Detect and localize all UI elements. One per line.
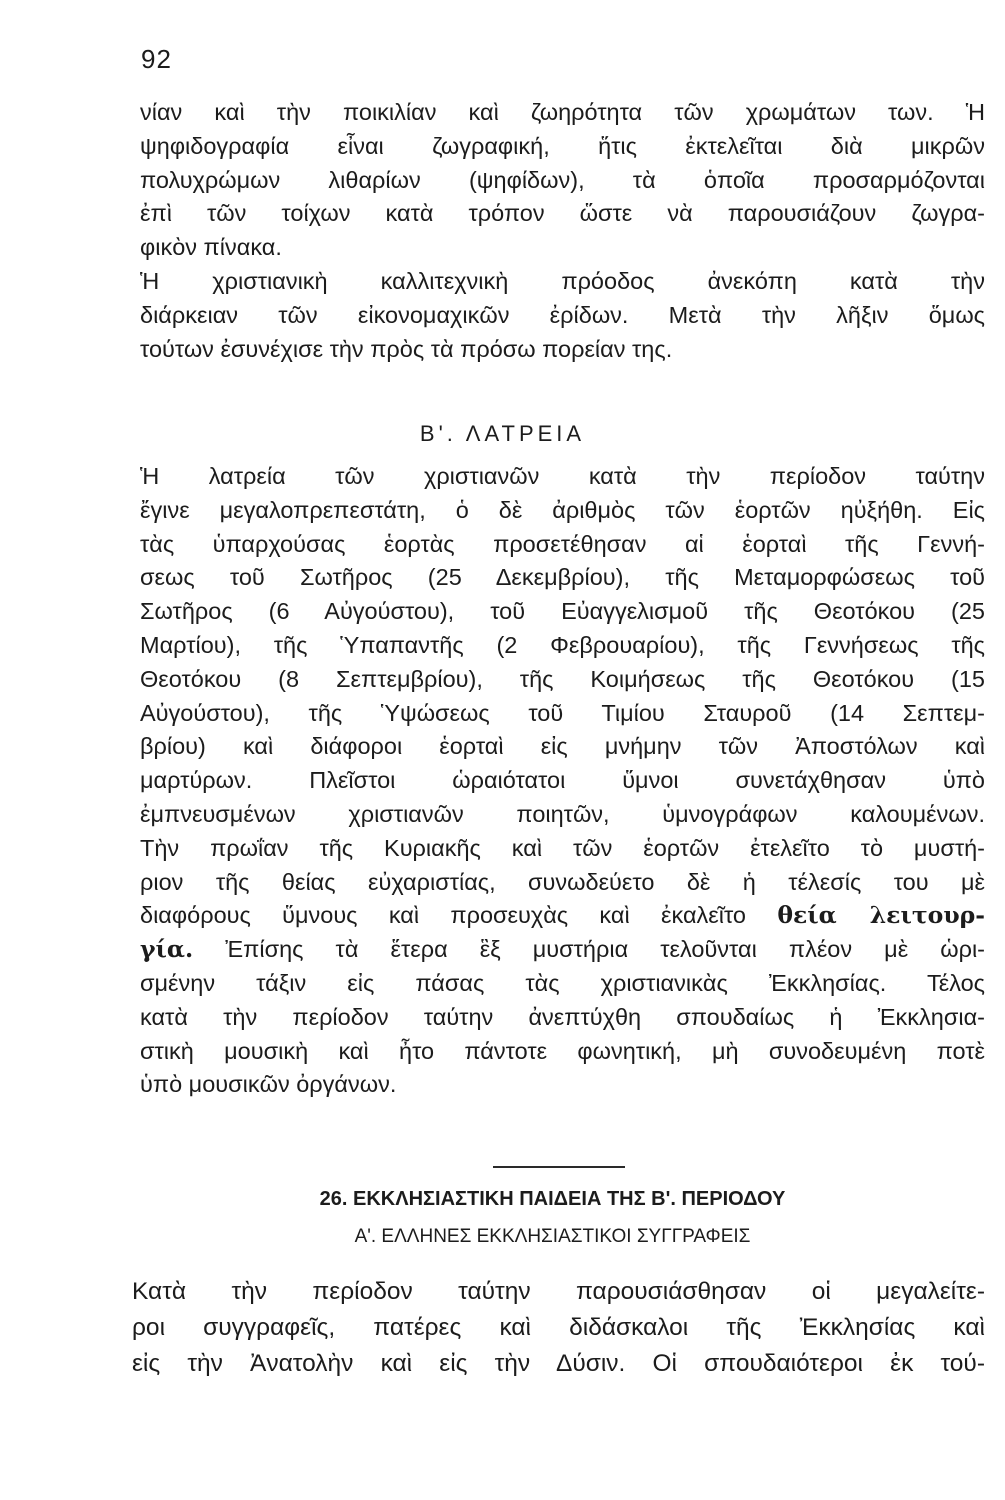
text-line: ἔγινε μεγαλοπρεπεστάτη, ὁ δὲ ἀριθμὸς τῶν ἑορτῶν ηὐξήθη. Εἰς: [140, 496, 985, 523]
text-line: στικὴ μουσικὴ καὶ ἦτο πάντοτε φωνητική, μὴ συνοδευμένη ποτὲ: [140, 1037, 985, 1064]
text-line: Μαρτίου), τῆς Ὑπαπαντῆς (2 Φεβρουαρίου), τῆς Γεννήσεως τῆς: [140, 631, 985, 658]
text-line: ψηφιδογραφία εἶναι ζωγραφική, ἥτις ἐκτελεῖται διὰ μικρῶν: [140, 132, 985, 159]
text-line: σμένην τάξιν εἰς πάσας τὰς χριστιανικὰς Ἐκκλησίας. Τέλος: [140, 969, 985, 996]
page-number: 92: [141, 44, 172, 74]
text-line: μαρτύρων. Πλεῖστοι ὡραιότατοι ὕμνοι συνετάχθησαν ὑπὸ: [140, 767, 985, 794]
text-line: Ἡ χριστιανικὴ καλλιτεχνικὴ πρόοδος ἀνεκόπη κατὰ τὴν: [140, 267, 985, 294]
text-line: [140, 899, 985, 933]
text-line: κατὰ τὴν περίοδον ταύτην ἀνεπτύχθη σπουδαίως ἡ Ἐκκλησια-: [140, 1003, 985, 1030]
text-line: [140, 933, 985, 967]
line-text: Ἐπίσης τὰ ἕτερα ἓξ μυστήρια τελοῦνται πλέον μὲ ὡρι-: [193, 936, 985, 963]
latreia-paragraph: [140, 460, 985, 1102]
line-text: διαφόρους ὕμνους καὶ προσευχὰς καὶ ἐκαλεῖτο: [140, 902, 747, 929]
text-line: ριον τῆς θείας εὐχαριστίας, συνωδεύετο δὲ ἡ τέλεσίς του μὲ: [140, 868, 985, 895]
text-line: φικὸν πίνακα.: [140, 234, 282, 261]
latreia-heading: Β'. ΛΑΤΡΕΙΑ: [419, 421, 586, 446]
text-line: Σωτῆρος (6 Αὐγούστου), τοῦ Εὐαγγελισμοῦ τῆς Θεοτόκου (25: [140, 598, 985, 625]
sub-heading: Α'. ΕΛΛΗΝΕΣ ΕΚΚΛΗΣΙΑΣΤΙΚΟΙ ΣΥΓΓΡΑΦΕΙΣ: [354, 1226, 751, 1247]
text-line: σεως τοῦ Σωτῆρος (25 Δεκεμβρίου), τῆς Μεταμορφώσεως τοῦ: [140, 564, 985, 591]
text-line: τὰς ὑπαρχούσας ἑορτὰς προσετέθησαν αἱ ἑορταὶ τῆς Γεννή-: [140, 530, 985, 557]
bold-term: θεία λειτουρ-: [777, 901, 986, 930]
text-line: ὑπὸ μουσικῶν ὀργάνων.: [140, 1071, 397, 1098]
text-line: ἐμπνευσμένων χριστιανῶν ποιητῶν, ὑμνογράφων καλουμένων.: [140, 800, 985, 827]
text-line: Κατὰ τὴν περίοδον ταύτην παρουσιάσθησαν οἱ μεγαλείτε-: [132, 1278, 985, 1305]
text-line: βρίου) καὶ διάφοροι ἑορταὶ εἰς μνήμην τῶν Ἀποστόλων καὶ: [140, 733, 985, 760]
section-heading: 26. ΕΚΚΛΗΣΙΑΣΤΙΚΗ ΠΑΙΔΕΙΑ ΤΗΣ Β'. ΠΕΡΙΟΔΟΥ: [319, 1188, 786, 1210]
text-line: τούτων ἐσυνέχισε τὴν πρὸς τὰ πρόσω πορείαν της.: [140, 335, 673, 362]
bold-term: γία.: [140, 935, 194, 964]
text-line: Θεοτόκου (8 Σεπτεμβρίου), τῆς Κοιμήσεως τῆς Θεοτόκου (15: [140, 665, 985, 692]
text-line: διάρκειαν τῶν εἰκονομαχικῶν ἐρίδων. Μετὰ τὴν λῆξιν ὅμως: [140, 301, 985, 328]
text-line: Ἡ λατρεία τῶν χριστιανῶν κατὰ τὴν περίοδον ταύτην: [140, 463, 985, 489]
text-line: νίαν καὶ τὴν ποικιλίαν καὶ ζωηρότητα τῶν χρωμάτων των. Ἡ: [140, 99, 985, 125]
text-line: ροι συγγραφεῖς, πατέρες καὶ διδάσκαλοι τῆς Ἐκκλησίας καὶ: [132, 1314, 985, 1341]
text-line: πολυχρώμων λιθαρίων (ψηφίδων), τὰ ὁποῖα προσαρμόζονται: [140, 166, 985, 193]
text-line: Τὴν πρωΐαν τῆς Κυριακῆς καὶ τῶν ἑορτῶν ἐτελεῖτο τὸ μυστή-: [140, 834, 985, 861]
intro-paragraphs: [140, 96, 985, 366]
writers-paragraph: [132, 1274, 985, 1382]
text-line: εἰς τὴν Ἀνατολὴν καὶ εἰς τὴν Δύσιν. Οἱ σπουδαιότεροι ἐκ τού-: [132, 1350, 985, 1377]
text-line: ἐπὶ τῶν τοίχων κατὰ τρόπον ὥστε νὰ παρουσιάζουν ζωγρα-: [140, 200, 985, 227]
text-line: Αὐγούστου), τῆς Ὑψώσεως τοῦ Τιμίου Σταυροῦ (14 Σεπτεμ-: [140, 699, 985, 726]
section-divider: [493, 1166, 625, 1168]
